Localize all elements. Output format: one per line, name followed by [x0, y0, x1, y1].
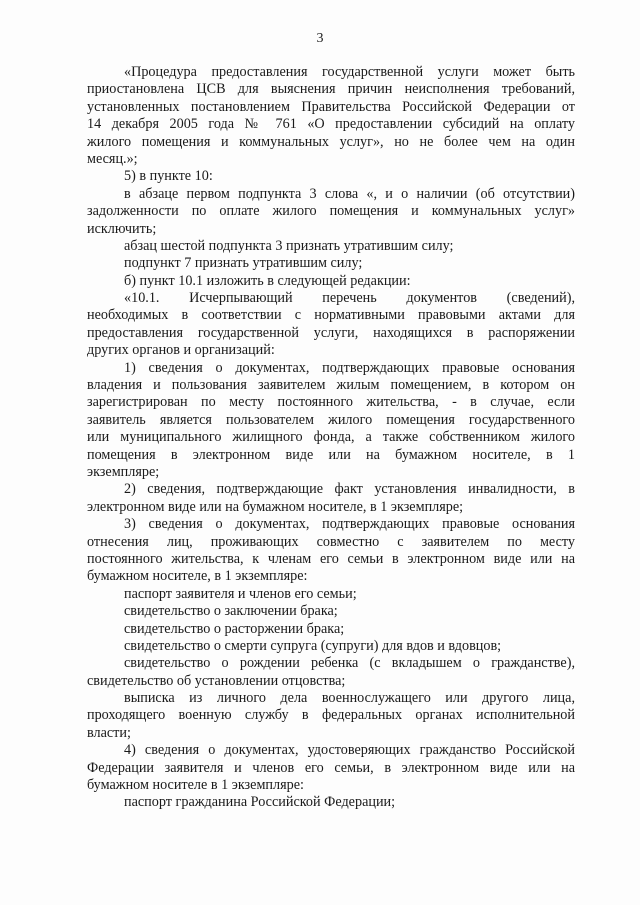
text-line: владения и пользования заявителем жилым помещением, в котором он — [87, 377, 575, 394]
text-line: паспорт гражданина Российской Федерации; — [124, 794, 396, 811]
text-line: власти; — [87, 724, 131, 741]
text-line: постоянного жительства, к членам его семьи в электронном виде или на — [87, 550, 575, 567]
text-line: 1) сведения о документах, подтверждающих правовые основания — [124, 359, 575, 376]
text-line: б) пункт 10.1 изложить в следующей редакции: — [124, 272, 411, 289]
text-line: электронном виде или на бумажном носителе, в 1 экземпляре; — [87, 498, 464, 515]
text-line: бумажном носителе в 1 экземпляре: — [87, 777, 304, 794]
text-line: зарегистрирован по месту постоянного жительства, - в случае, если — [87, 394, 575, 411]
text-line: «Процедура предоставления государственной услуги может быть — [124, 64, 575, 80]
text-line: свидетельство о заключении брака; — [124, 603, 338, 620]
text-line: проходящего военную службу в федеральных органах исполнительной — [87, 707, 575, 724]
text-line: жилого помещения и коммунальных услуг», но не более чем на один — [87, 133, 575, 150]
text-line: 5) в пункте 10: — [124, 168, 213, 185]
text-line: необходимых в соответствии с нормативными правовыми актами для — [87, 307, 575, 324]
text-line: свидетельство о рождении ребенка (с вкладышем о гражданстве), — [124, 655, 575, 672]
text-line: в абзаце первом подпункта 3 слова «, и о наличии (об отсутствии) — [124, 185, 575, 202]
text-line: подпункт 7 признать утратившим силу; — [124, 255, 363, 272]
text-line: отнесения лиц, проживающих совместно с заявителем по месту — [87, 533, 575, 550]
text-line: паспорт заявителя и членов его семьи; — [124, 585, 357, 602]
text-line: помещения в электронном виде или на бумажном носителе, в 1 — [87, 446, 575, 463]
document-body — [87, 64, 575, 812]
text-line: свидетельство об установлении отцовства; — [87, 672, 346, 689]
text-line: исключить; — [87, 220, 157, 237]
text-line: других органов и организаций: — [87, 342, 275, 359]
text-line: Федерации заявителя и членов его семьи, в электронном виде или на — [87, 759, 575, 776]
text-line: установленных постановлением Правительства Российской Федерации от — [87, 98, 575, 115]
text-line: 2) сведения, подтверждающие факт установления инвалидности, в — [124, 481, 575, 498]
text-line: месяц.»; — [87, 150, 138, 167]
page-number: 3 — [316, 31, 324, 46]
text-line: абзац шестой подпункта 3 признать утратившим силу; — [124, 237, 454, 254]
text-line: бумажном носителе, в 1 экземпляре: — [87, 568, 308, 585]
text-line: свидетельство о смерти супруга (супруги) для вдов и вдовцов; — [124, 637, 502, 654]
text-line: выписка из личного дела военнослужащего или другого лица, — [124, 690, 575, 707]
text-line: задолженности по оплате жилого помещения и коммунальных услуг» — [87, 203, 575, 220]
text-line: 14 декабря 2005 года № 761 «О предоставлении субсидий на оплату — [87, 116, 575, 133]
text-line: предоставления государственной услуги, находящихся в распоряжении — [87, 324, 575, 341]
text-line: экземпляре; — [87, 463, 160, 480]
text-line: приостановлена ЦСВ для выяснения причин неисполнения требований, — [87, 81, 575, 98]
text-line: заявитель является пользователем жилого помещения государственного — [87, 411, 575, 428]
text-line: 3) сведения о документах, подтверждающих правовые основания — [124, 516, 575, 533]
text-line: 4) сведения о документах, удостоверяющих гражданство Российской — [124, 742, 575, 759]
text-line: «10.1. Исчерпывающий перечень документов (сведений), — [124, 290, 575, 307]
text-line: свидетельство о расторжении брака; — [124, 620, 345, 637]
text-line: или муниципального жилищного фонда, а также собственником жилого — [87, 429, 575, 446]
